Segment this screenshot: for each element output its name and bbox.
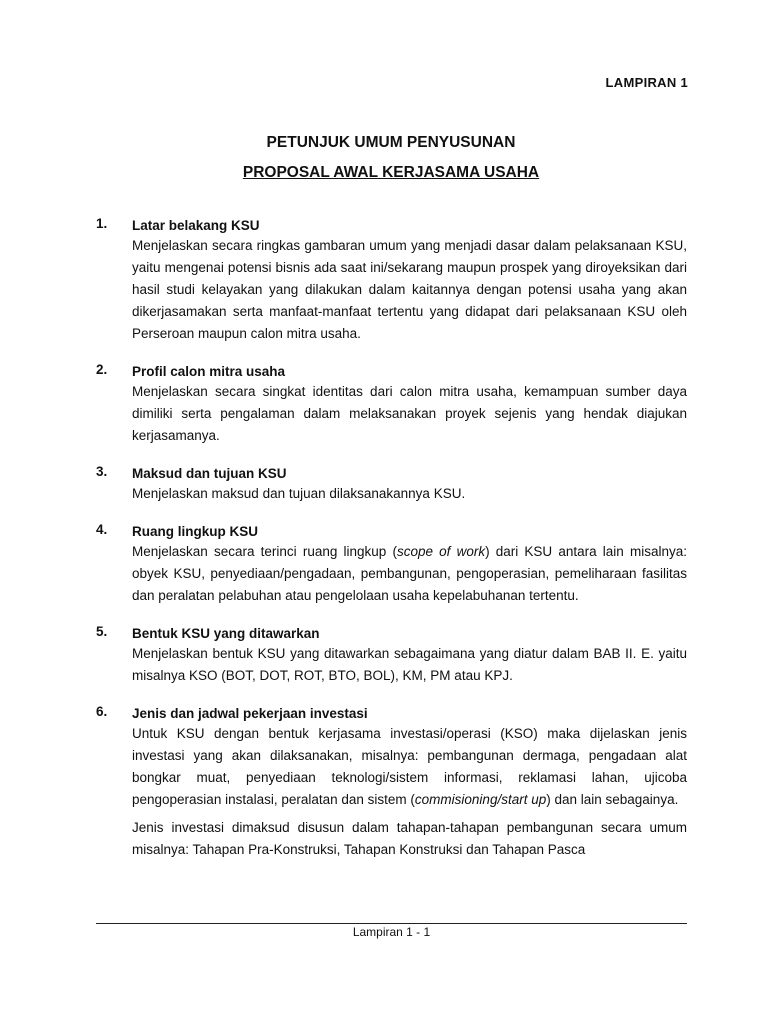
footer-divider xyxy=(96,923,687,924)
section-number: 4. xyxy=(96,522,108,537)
section-item xyxy=(96,522,687,607)
section-heading: Latar belakang KSU xyxy=(132,218,260,233)
lampiran-label: LAMPIRAN 1 xyxy=(605,75,688,90)
section-heading: Profil calon mitra usaha xyxy=(132,364,286,379)
section-item xyxy=(96,624,687,687)
paragraph-text: Menjelaskan secara ringkas gambaran umum yang menjadi dasar dalam pelaksanaan KSU, yaitu mengenai potensi bisnis ada saat ini/sekarang maupun prospek yang diroyeksikan dari hasil studi kelayakan yang dilakukan dalam kaitannya dengan potensi usaha yang akan dikerjasamakan serta manfaat-manfaat tertentu yang didapat dari pelaksanaan KSU oleh Perseroan maupun calon mitra usaha. xyxy=(132,238,687,341)
section-item xyxy=(96,216,687,345)
section-heading: Ruang lingkup KSU xyxy=(132,524,258,539)
section-paragraph xyxy=(132,817,687,861)
section-heading: Bentuk KSU yang ditawarkan xyxy=(132,626,320,641)
section-number: 2. xyxy=(96,362,108,377)
section-paragraph xyxy=(132,483,687,505)
paragraph-text: ) dari KSU antara lain misalnya: obyek KSU, penyediaan/pengadaan, pembangunan, pengoperasian, pemeliharaan fasilitas dan peralatan pelabuhan atau pengelolaan usaha kepelabuhanan tertentu. xyxy=(132,544,687,603)
page-footer: Lampiran 1 - 1 xyxy=(352,925,431,939)
paragraph-text: Untuk KSU dengan bentuk kerjasama investasi/operasi (KSO) maka dijelaskan jenis investasi yang akan dilaksanakan, misalnya: pembangunan dermaga, pengadaan alat bongkar muat, penyediaan teknologi/sistem informasi, reklamasi lahan, ujicoba pengoperasian instalasi, peralatan dan sistem ( xyxy=(132,726,687,807)
sections-list xyxy=(96,216,687,878)
paragraph-text: Menjelaskan bentuk KSU yang ditawarkan sebagaimana yang diatur dalam BAB II. E. yaitu misalnya KSO (BOT, DOT, ROT, BTO, BOL), KM, PM atau KPJ. xyxy=(132,646,687,683)
italic-term: commisioning/start up xyxy=(414,792,547,807)
section-heading: Maksud dan tujuan KSU xyxy=(132,466,287,481)
paragraph-text: Menjelaskan secara singkat identitas dari calon mitra usaha, kemampuan sumber daya dimiliki serta pengalaman dalam melaksanakan proyek sejenis yang hendak diajukan kerjasamanya. xyxy=(132,384,687,443)
section-heading: Jenis dan jadwal pekerjaan investasi xyxy=(132,706,368,721)
paragraph-text: Jenis investasi dimaksud disusun dalam tahapan-tahapan pembangunan secara umum misalnya: Tahapan Pra-Konstruksi, Tahapan Konstruksi dan Tahapan Pasca xyxy=(132,820,687,857)
section-number: 3. xyxy=(96,464,108,479)
italic-term: scope of work xyxy=(396,544,486,559)
section-paragraph xyxy=(132,381,687,447)
section-number: 5. xyxy=(96,624,108,639)
section-item xyxy=(96,362,687,447)
section-paragraph xyxy=(132,541,687,607)
section-paragraph xyxy=(132,235,687,345)
section-item xyxy=(96,464,687,505)
section-paragraph xyxy=(132,643,687,687)
document-title: PETUNJUK UMUM PENYUSUNAN xyxy=(266,134,516,151)
section-number: 1. xyxy=(96,216,108,231)
document-subtitle: PROPOSAL AWAL KERJASAMA USAHA xyxy=(242,164,540,181)
section-item xyxy=(96,704,687,861)
paragraph-text: ) dan lain sebagainya. xyxy=(546,792,679,807)
paragraph-text: Menjelaskan secara terinci ruang lingkup ( xyxy=(132,544,397,559)
paragraph-text: Menjelaskan maksud dan tujuan dilaksanakannya KSU. xyxy=(132,486,466,501)
section-number: 6. xyxy=(96,704,108,719)
section-paragraph xyxy=(132,723,687,811)
